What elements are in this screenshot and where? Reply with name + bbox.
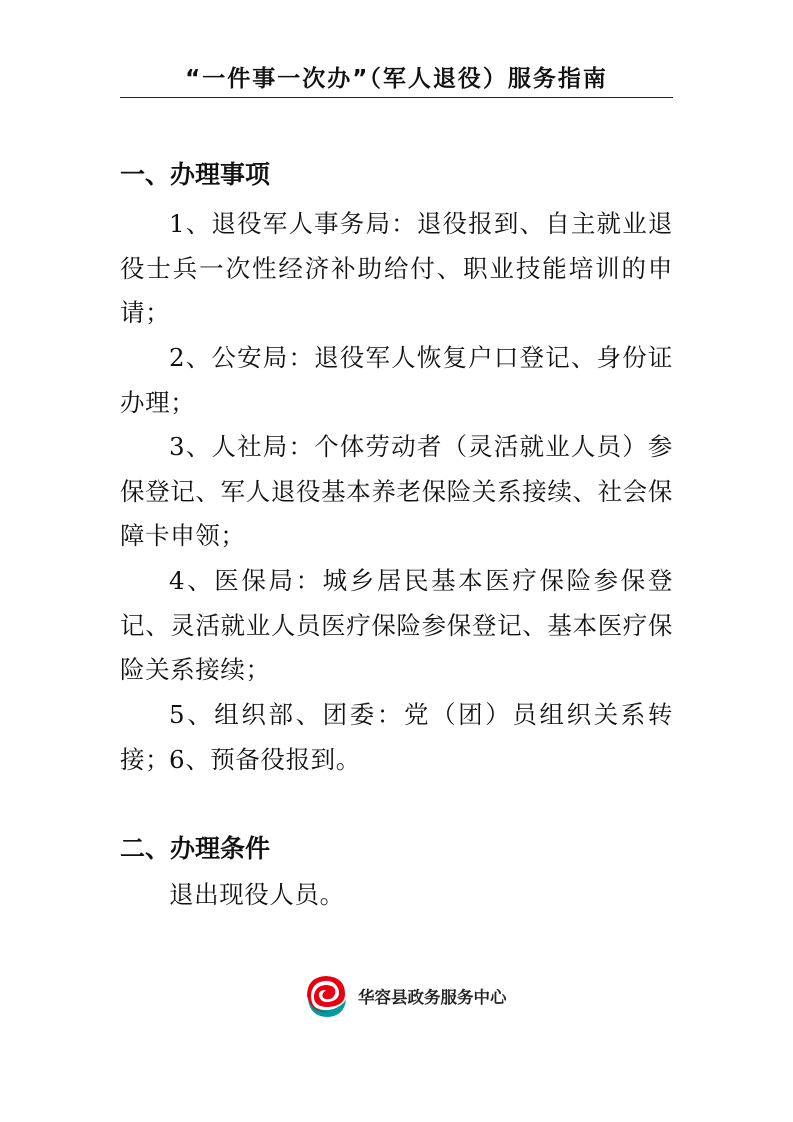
matter-item-4: 4、医保局：城乡居民基本医疗保险参保登记、灵活就业人员医疗保险参保登记、基本医疗保险关系接续； [120, 566, 673, 685]
condition-text: 退出现役人员。 [169, 880, 345, 909]
matter-item-2: 2、公安局：退役军人恢复户口登记、身份证办理； [120, 343, 673, 417]
matter-item-6: 6、预备役报到。 [169, 745, 361, 774]
footer [302, 972, 507, 1020]
org-name: 华容县政务服务中心 [358, 988, 507, 1007]
matter-item-5: 5、组织部、团委：党（团）员组织关系转接； [120, 700, 673, 774]
header-divider [120, 97, 673, 98]
section-heading-matters: 一、办理事项 [120, 160, 271, 189]
government-center-logo-icon [302, 972, 350, 1020]
matter-item-3: 3、人社局：个体劳动者（灵活就业人员）参保登记、军人退役基本养老保险关系接续、社会保障卡申领； [120, 432, 673, 551]
section-heading-conditions: 二、办理条件 [120, 834, 271, 863]
matter-item-1: 1、退役军人事务局：退役报到、自主就业退役士兵一次性经济补助给付、职业技能培训的申请； [120, 209, 673, 328]
page-title: “一件事一次办”（军人退役）服务指南 [185, 66, 608, 92]
